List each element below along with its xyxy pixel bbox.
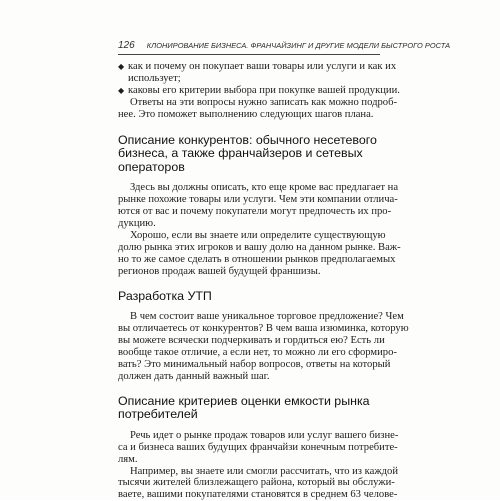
paragraph bbox=[118, 430, 382, 466]
text-line: нее. Это поможет выполнению следующих шагов плана. bbox=[118, 109, 382, 121]
section-heading: Описание критериев оценки емкости рынка потребителей bbox=[118, 395, 382, 422]
text-line: Например, вы знаете или смогли рассчитать, что из каждой bbox=[118, 466, 382, 478]
text-line: должен дать данный важный шаг. bbox=[118, 371, 382, 383]
text-line: ваете, вашими покупателями становятся в среднем 63 челове- bbox=[118, 489, 382, 501]
text-line: лям. bbox=[118, 454, 382, 466]
text-line: как и почему он покупает ваши товары или услуги и как их bbox=[128, 61, 396, 73]
text-line: вообще такое отличие, а если нет, то можно ли его сформиро- bbox=[118, 347, 382, 359]
paragraph bbox=[118, 466, 382, 501]
bullet-icon: ◆ bbox=[118, 61, 128, 73]
text-line: дукцию. bbox=[118, 218, 382, 230]
text-line: каковы его критерии выбора при покупке вашей продукции. bbox=[128, 85, 400, 97]
paragraph bbox=[118, 182, 382, 230]
running-title: КЛОНИРОВАНИЕ БИЗНЕСА. ФРАНЧАЙЗИНГ И ДРУГИЕ МОДЕЛИ БЫСТРОГО РОСТА bbox=[147, 41, 450, 50]
list-item bbox=[118, 61, 382, 85]
section-heading: Разработка УТП bbox=[118, 290, 382, 304]
text-line: вы отличаетесь от конкурентов? В чем ваша изюминка, которую bbox=[118, 323, 382, 335]
paragraph bbox=[118, 230, 382, 278]
paragraph bbox=[118, 311, 382, 382]
running-header bbox=[118, 40, 380, 55]
text-line: регионов продаж вашей будущей франшизы. bbox=[118, 266, 382, 278]
section-heading: Описание конкурентов: обычного несетевого бизнеса, а также франчайзеров и сетевых операторов bbox=[118, 134, 382, 175]
text-line: рынке похожие товары или услуги. Чем эти компании отлича- bbox=[118, 194, 382, 206]
text-line: са и бизнеса ваших будущих франчайзи конечным потребите- bbox=[118, 442, 382, 454]
text-line: В чем состоит ваше уникальное торговое предложение? Чем bbox=[118, 311, 382, 323]
bullet-icon: ◆ bbox=[118, 85, 128, 97]
text-line: тысячи жителей близлежащего района, который вы обслужи- bbox=[118, 477, 382, 489]
text-line: использует; bbox=[128, 73, 396, 85]
text-line: Здесь вы должны описать, кто еще кроме вас предлагает на bbox=[118, 182, 382, 194]
text-line: ются от вас и почему покупатели могут предпочесть их про- bbox=[118, 206, 382, 218]
paragraph bbox=[118, 97, 382, 121]
text-line: долю рынка этих игроков и вашу долю на данном рынке. Важ- bbox=[118, 242, 382, 254]
text-line: вать? Это минимальный набор вопросов, ответы на который bbox=[118, 359, 382, 371]
list-item bbox=[118, 85, 382, 97]
page-number: 126 bbox=[118, 40, 135, 51]
text-line: вы можете всячески подчеркивать и гордиться ею? Есть ли bbox=[118, 335, 382, 347]
text-line: Речь идет о рынке продаж товаров или услуг вашего бизне- bbox=[118, 430, 382, 442]
text-line: Хорошо, если вы знаете или определите существующую bbox=[118, 230, 382, 242]
page-body bbox=[118, 56, 382, 501]
text-line: Ответы на эти вопросы нужно записать как можно подроб- bbox=[118, 97, 382, 109]
text-line: но то же самое сделать в отношении рынков предполагаемых bbox=[118, 254, 382, 266]
